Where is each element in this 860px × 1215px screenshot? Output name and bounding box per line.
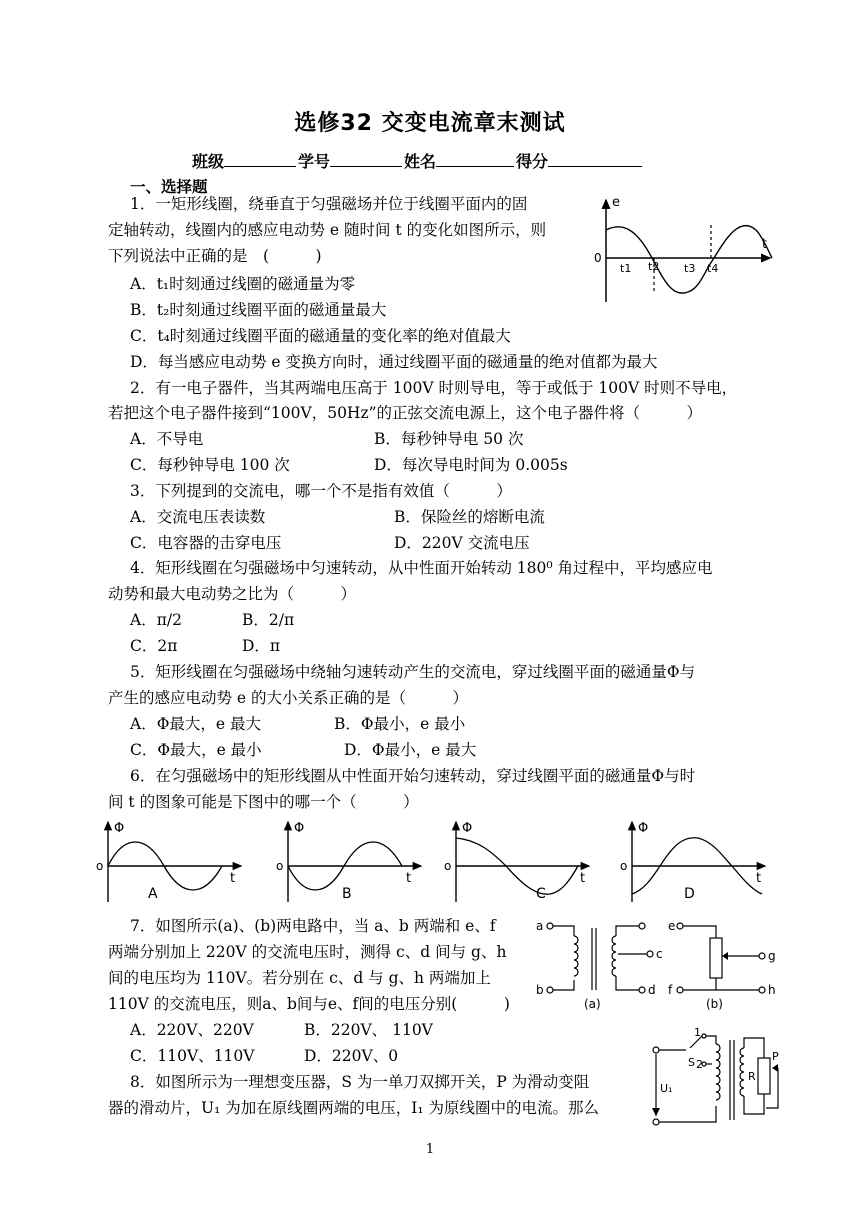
q6-text: 间 t 的图象可能是下图中的哪一个（ ） [108,793,419,811]
q7-label-a: a [536,919,544,933]
q1-option-a: A．t₁时刻通过线圈的磁通量为零 [130,275,356,293]
q6-c-x-label: t [580,871,586,886]
q7-option-b: B．220V、 110V [304,1021,433,1039]
q6-graph-c [444,818,594,904]
class-label: 班级 [192,152,225,171]
q6-b-caption: B [342,886,352,902]
q7-label-f: f [668,983,673,997]
q6-a-y-label: Φ [114,821,125,836]
q4-option-d: D．π [242,637,281,655]
q6-b-y-label: Φ [294,821,305,836]
q2-text: 若把这个电子器件接到“100V，50Hz”的正弦交流电源上，这个电子器件将（ ） [108,404,703,422]
q7-label-c: c [656,947,663,961]
score-blank[interactable] [548,152,642,167]
q6-c-caption: C [536,886,546,902]
student-info-line [192,149,644,172]
q7-option-c: C．110V、110V [130,1047,255,1065]
q6-a-x-label: t [230,871,236,886]
q1-text: 定轴转动，线圈内的感应电动势 e 随时间 t 的变化如图所示，则 [108,221,547,239]
q4-option-a: A．π/2 [130,611,182,629]
q6-d-x-label: t [756,871,762,886]
id-blank[interactable] [330,152,402,167]
q6-graph-a [96,818,246,904]
q8-text: 8．如图所示为一理想变压器，S 为一单刀双掷开关，P 为滑动变阻 [130,1073,590,1091]
q7-circuit-diagram [532,910,782,1034]
q8-switch-label: S [688,1056,695,1069]
q7-text: 110V 的交流电压，则a、b间与e、f间的电压分别( ) [108,995,510,1013]
q4-text: 4．矩形线圈在匀强磁场中匀速转动，从中性面开始转动 180⁰ 角过程中，平均感应电 [130,559,713,577]
q7-text: 7．如图所示(a)、(b)两电路中，当 a、b 两端和 e、f [130,917,496,935]
q6-d-origin: o [620,859,628,873]
q1-tick-t4: t4 [707,262,719,275]
q1-text: 1．一矩形线圈，绕垂直于匀强磁场并位于线圈平面内的固 [130,195,528,213]
q2-option-c: C．每秒钟导电 100 次 [130,456,290,474]
q1-emf-graph [592,192,777,307]
q1-tick-t2: t2 [648,260,660,273]
q8-contact-2: 2 [696,1058,703,1071]
section-heading: 一、选择题 [130,178,208,196]
q8-text: 器的滑动片，U₁ 为加在原线圈两端的电压，I₁ 为原线圈中的电流。那么 [108,1099,599,1117]
q7-caption-b: (b) [706,997,723,1011]
q8-slider-label: P [772,1050,779,1063]
page-title: 选修32 交变电流章末测试 [294,111,566,136]
q5-text: 产生的感应电动势 e 的大小关系正确的是（ ） [108,689,469,707]
q6-a-caption: A [148,886,158,902]
q8-resistor-label: R [748,1070,756,1083]
class-blank[interactable] [224,152,296,167]
q1-option-b: B．t₂时刻通过线圈平面的磁通量最大 [130,301,387,319]
q1-origin: 0 [594,251,602,265]
q7-label-d: d [648,983,656,997]
page-number: 1 [425,1142,435,1157]
q1-option-c: C．t₄时刻通过线圈平面的磁通量的变化率的绝对值最大 [130,327,511,345]
q7-label-h: h [768,983,776,997]
q3-option-b: B．保险丝的熔断电流 [394,508,545,526]
q4-option-c: C．2π [130,637,178,655]
q6-b-x-label: t [406,871,412,886]
score-label: 得分 [516,152,549,171]
q2-option-a: A．不导电 [130,430,204,448]
q7-option-d: D．220V、0 [304,1047,399,1065]
q3-text: 3．下列提到的交流电，哪一个不是指有效值（ ） [130,482,512,500]
q2-text: 2．有一电子器件，当其两端电压高于 100V 时则导电，等于或低于 100V 时则不导电， [130,379,738,397]
q7-option-a: A．220V、220V [130,1021,254,1039]
q6-graph-d [620,818,770,904]
q8-transformer-diagram [644,1028,784,1128]
q4-text: 动势和最大电动势之比为（ ） [108,585,357,603]
q1-option-d: D．每当感应电动势 e 变换方向时，通过线圈平面的磁通量的绝对值都为最大 [130,353,658,371]
q1-y-label: e [612,195,620,210]
q7-text: 两端分别加上 220V 的交流电压时，测得 c、d 间与 g、h [108,943,507,961]
q4-option-b: B．2/π [242,611,295,629]
name-label: 姓名 [404,152,437,171]
q6-c-y-label: Φ [462,821,473,836]
q3-option-d: D．220V 交流电压 [394,534,530,552]
q7-label-b: b [536,983,544,997]
q6-d-y-label: Φ [638,821,649,836]
q8-contact-1: 1 [694,1026,701,1039]
q2-option-b: B．每秒钟导电 50 次 [374,430,524,448]
q6-c-origin: o [444,859,452,873]
q5-option-b: B．Φ最小，e 最小 [334,715,466,733]
id-label: 学号 [298,152,331,171]
q1-x-label: t [762,237,768,252]
q8-voltage-label: U₁ [660,1082,673,1095]
q2-option-d: D．每次导电时间为 0.005s [374,456,568,474]
q1-tick-t3: t3 [684,262,696,275]
q3-option-a: A．交流电压表读数 [130,508,266,526]
q7-text: 间的电压均为 110V。若分别在 c、d 与 g、h 两端加上 [108,969,491,987]
q3-option-c: C．电容器的击穿电压 [130,534,282,552]
name-blank[interactable] [436,152,514,167]
q7-label-e: e [668,919,676,933]
q6-a-origin: o [96,859,104,873]
q1-tick-t1: t1 [620,262,632,275]
q6-text: 6．在匀强磁场中的矩形线圈从中性面开始匀速转动，穿过线圈平面的磁通量Φ与时 [130,767,696,785]
q7-caption-a: (a) [584,997,601,1011]
q6-d-caption: D [684,886,695,902]
q5-text: 5．矩形线圈在匀强磁场中绕轴匀速转动产生的交流电，穿过线圈平面的磁通量Φ与 [130,663,696,681]
q6-graph-b [276,818,426,904]
q6-b-origin: o [276,859,284,873]
q7-label-g: g [768,949,776,963]
q5-option-d: D．Φ最小，e 最大 [344,741,477,759]
q1-text: 下列说法中正确的是 ( ) [108,247,322,265]
q5-option-a: A．Φ最大，e 最大 [130,715,262,733]
q5-option-c: C．Φ最大，e 最小 [130,741,262,759]
